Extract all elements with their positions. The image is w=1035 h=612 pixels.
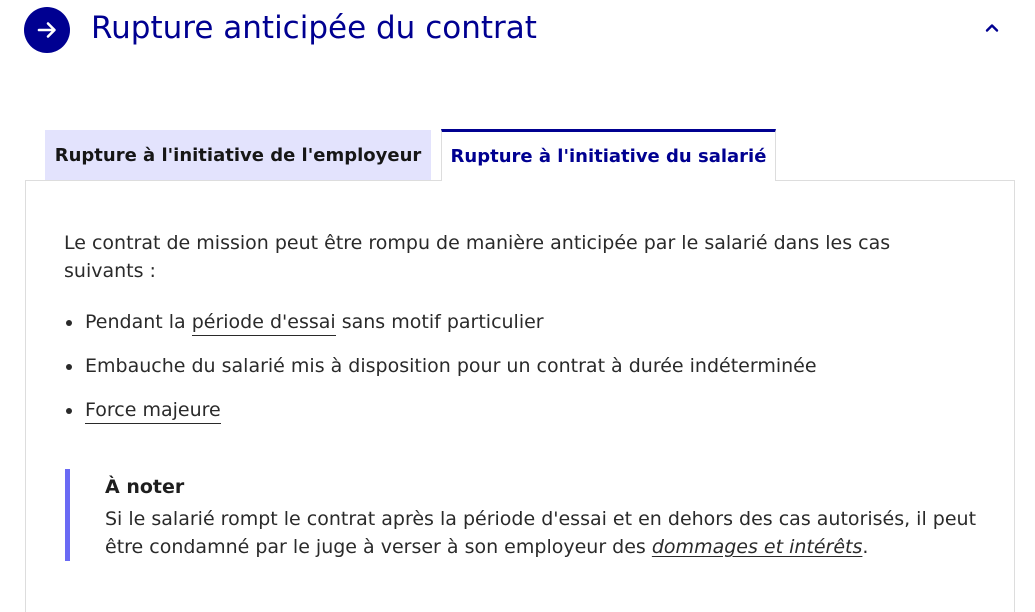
tab-label: Rupture à l'initiative du salarié bbox=[450, 146, 767, 167]
accordion-title: Rupture anticipée du contrat bbox=[91, 10, 537, 46]
panel-intro: Le contrat de mission peut être rompu de manière anticipée par le salarié dans les cas suivants : bbox=[64, 232, 891, 282]
list-item-text: Pendant la bbox=[85, 311, 192, 333]
note-accent-bar bbox=[65, 469, 70, 561]
note-text-end: . bbox=[862, 536, 869, 558]
bullet-icon bbox=[66, 408, 72, 414]
tab-employee-initiative[interactable] bbox=[441, 129, 776, 181]
list-item bbox=[64, 352, 817, 380]
force-majeure-link[interactable]: Force majeure bbox=[85, 399, 221, 424]
chevron-up-icon[interactable] bbox=[981, 17, 1003, 39]
tab-employer-initiative[interactable] bbox=[45, 130, 431, 181]
list-item bbox=[64, 308, 817, 336]
note-text-body: Si le salarié rompt le contrat après la période d'essai et en dehors des cas autorisés, il peut être condamné par le juge à verser à son employeur des bbox=[105, 508, 977, 558]
list-item-text: sans motif particulier bbox=[335, 311, 544, 333]
arrow-right-icon bbox=[24, 7, 70, 53]
trial-period-link[interactable]: période d'essai bbox=[192, 311, 336, 336]
bullet-icon bbox=[66, 320, 72, 326]
list-item bbox=[64, 396, 817, 424]
tab-label: Rupture à l'initiative de l'employeur bbox=[54, 145, 422, 166]
bullet-list bbox=[64, 308, 817, 440]
note-text bbox=[105, 505, 995, 561]
accordion-header[interactable] bbox=[0, 0, 1035, 60]
note-title: À noter bbox=[105, 476, 185, 498]
list-item-text: Embauche du salarié mis à disposition pour un contrat à durée indéterminée bbox=[85, 355, 817, 377]
damages-link[interactable]: dommages et intérêts bbox=[651, 536, 863, 558]
bullet-icon bbox=[66, 364, 72, 370]
